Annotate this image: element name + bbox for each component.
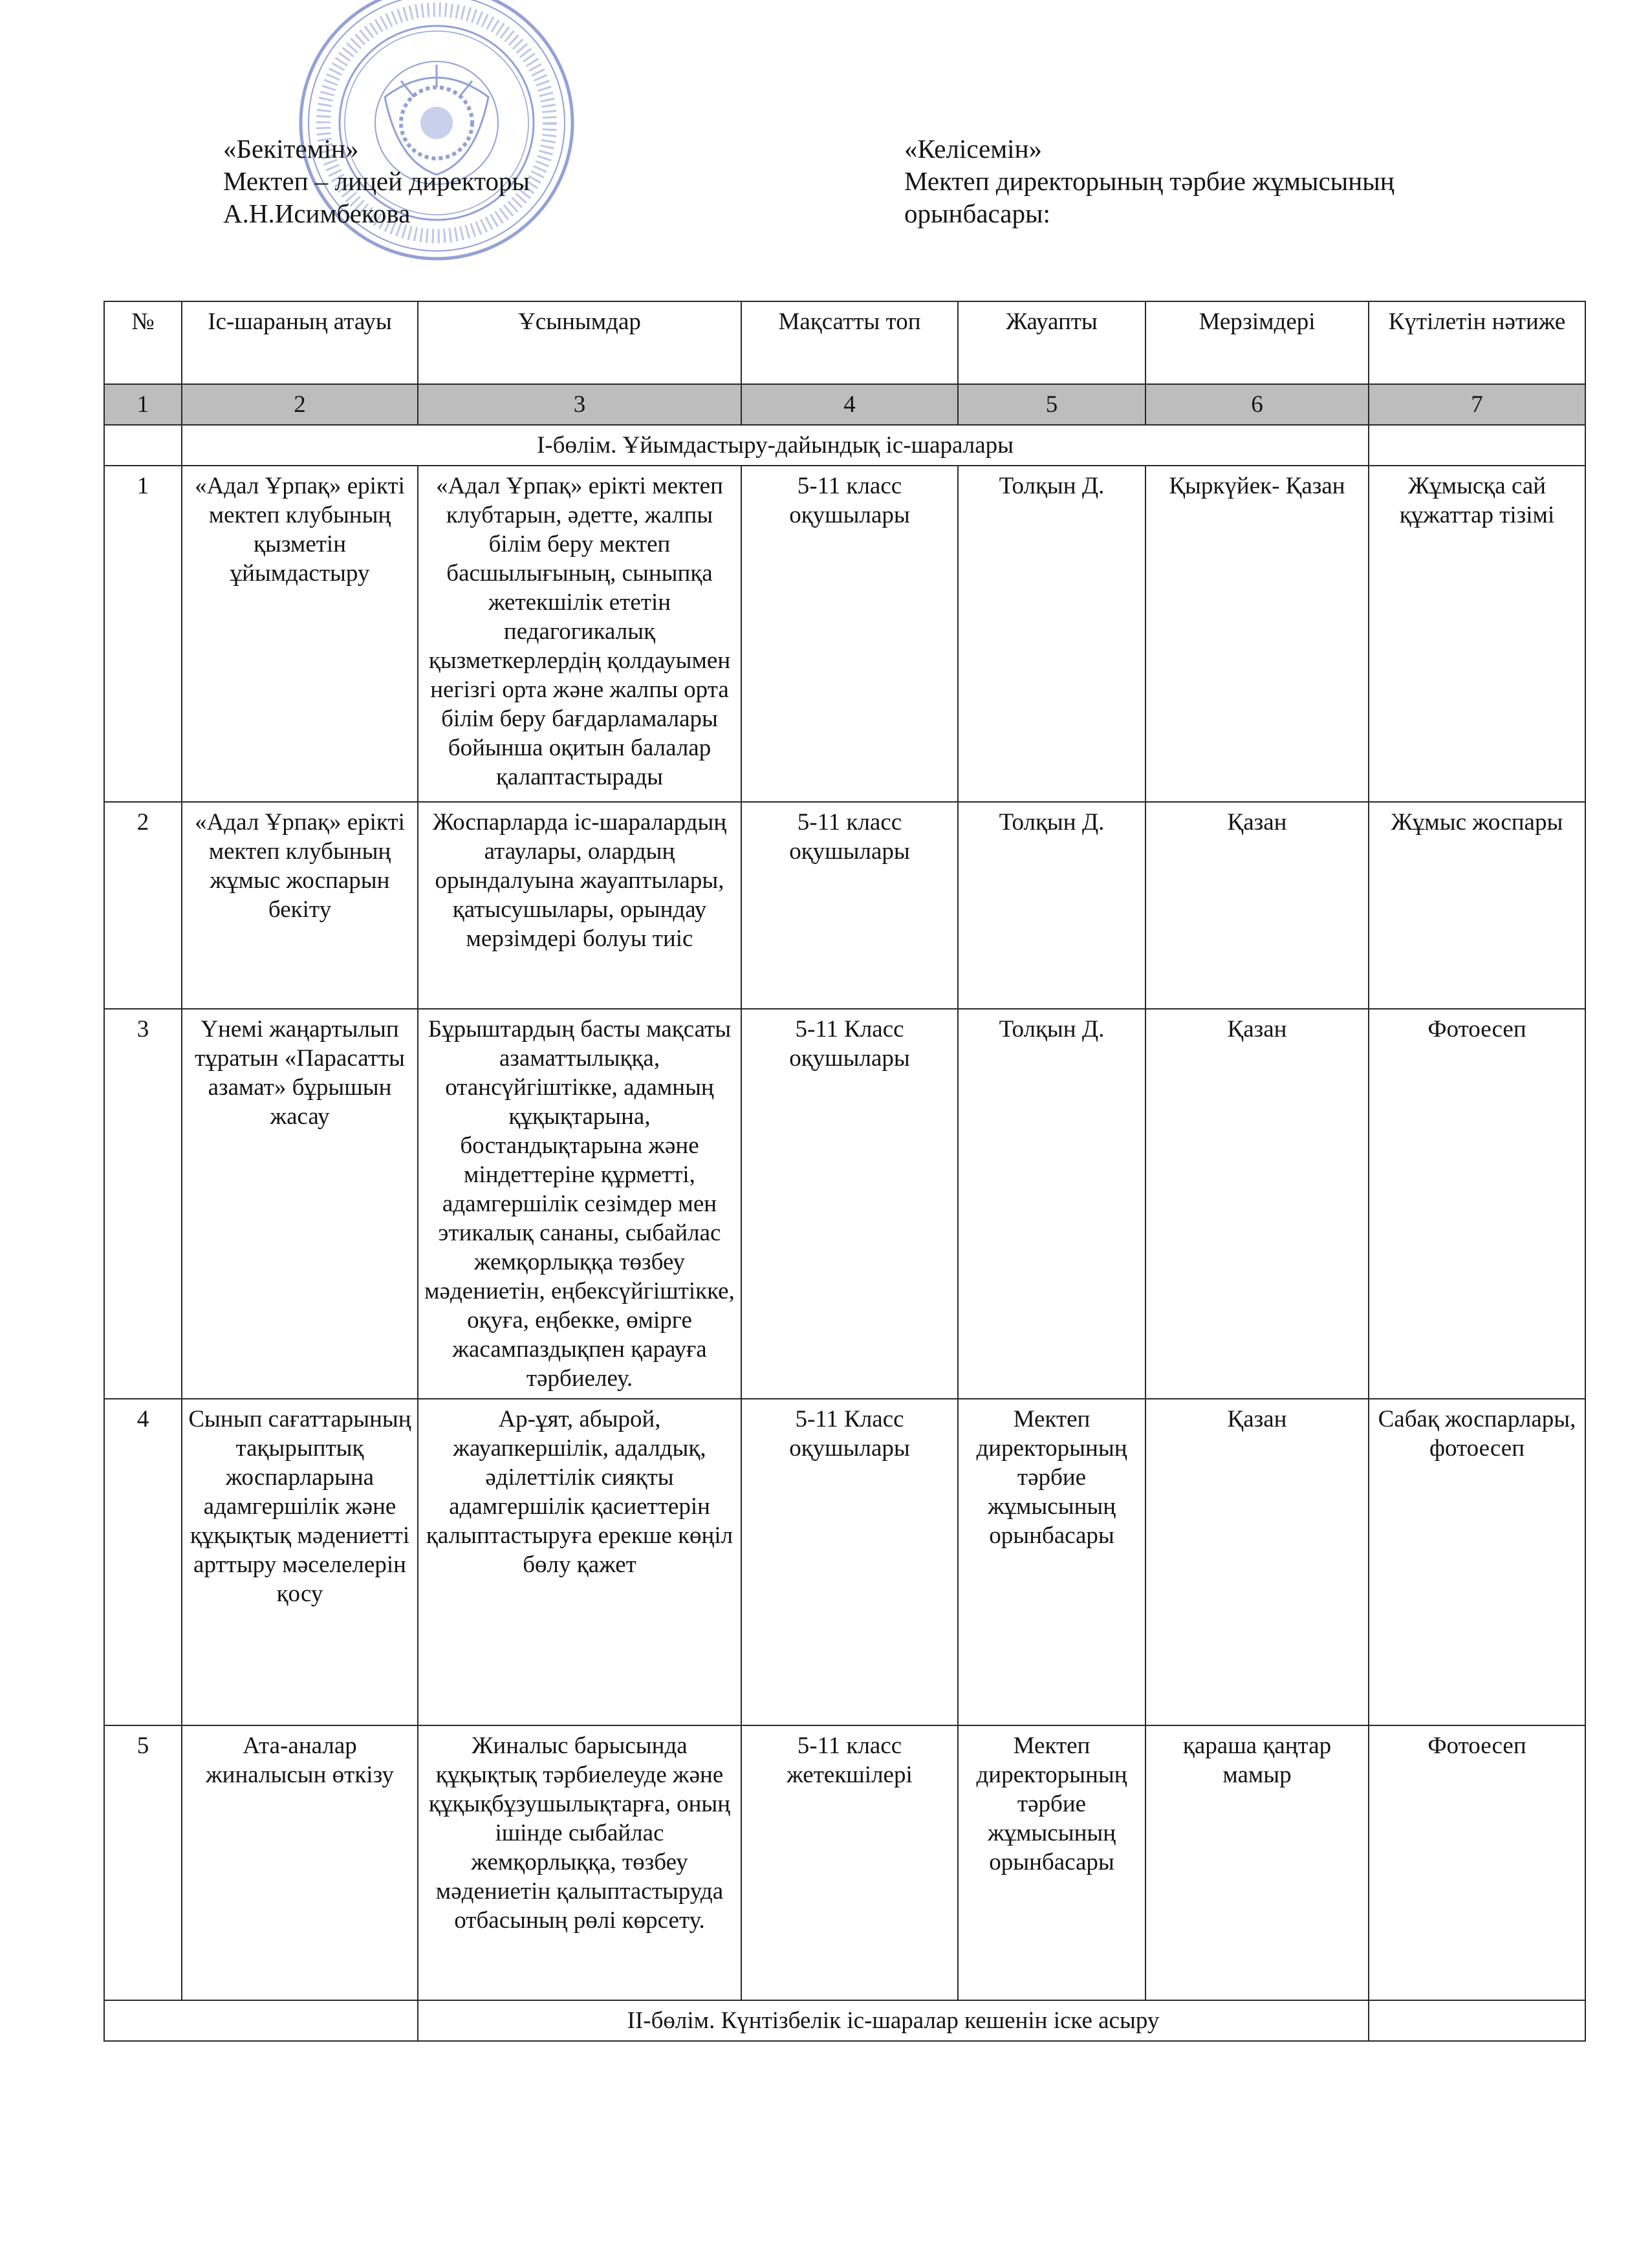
target-group: 5-11 класс жетекшілері — [741, 1725, 958, 2000]
column-number: 2 — [182, 384, 418, 425]
expected-result: Фотоесеп — [1369, 1009, 1585, 1399]
row-number: 3 — [104, 1009, 182, 1399]
approval-left-name: А.Н.Исимбекова — [223, 199, 411, 228]
row-number: 2 — [104, 802, 182, 1009]
responsible: Толқын Д. — [958, 802, 1145, 1009]
column-number: 7 — [1369, 384, 1585, 425]
section-spacer — [1369, 425, 1585, 466]
approval-right-position-line1: Мектеп директорының тәрбие жұмысының — [904, 166, 1395, 196]
header-dates: Мерзімдері — [1145, 301, 1369, 384]
column-number: 1 — [104, 384, 182, 425]
expected-result: Жұмыс жоспары — [1369, 802, 1585, 1009]
responsible: Мектеп директорының тәрбие жұмысының орынбасары — [958, 1399, 1145, 1725]
table-row — [104, 1725, 1585, 2000]
target-group: 5-11 Класс оқушылары — [741, 1399, 958, 1725]
column-number: 5 — [958, 384, 1145, 425]
recommendations: Ар-ұят, абырой, жауапкершілік, адалдық, әділеттілік сияқты адамгершілік қасиеттерін қалыптастыруға ерекше көңіл бөлу қажет — [418, 1399, 741, 1725]
header-target-group: Мақсатты топ — [741, 301, 958, 384]
action-plan-table — [103, 301, 1586, 2042]
responsible: Мектеп директорының тәрбие жұмысының орынбасары — [958, 1725, 1145, 2000]
event-name: Ата-аналар жиналысын өткізу — [182, 1725, 418, 2000]
expected-result: Фотоесеп — [1369, 1725, 1585, 2000]
table-row — [104, 466, 1585, 802]
approval-block-right — [904, 133, 1395, 230]
dates: Қазан — [1145, 1399, 1369, 1725]
table-row — [104, 1399, 1585, 1725]
header-recommendations: Ұсынымдар — [418, 301, 741, 384]
approval-right-title: «Келісемін» — [904, 134, 1043, 164]
dates: Қазан — [1145, 802, 1369, 1009]
recommendations: Бұрыштардың басты мақсаты азаматтылыққа, отансүйгіштікке, адамның құқықтарына, бостандықтарына және міндеттеріне құрметті, адамгершілік сезімдер мен этикалық сананы, сыбайлас жемқорлыққа төзбеу мәдениетін, еңбексүйгіштікке, оқуға, еңбекке, өмірге жасампаздықпен қарауға тәрбиелеу. — [418, 1009, 741, 1399]
approval-left-position: Мектеп – лицей директоры — [223, 166, 530, 196]
event-name: «Адал Ұрпақ» ерікті мектеп клубының жұмыс жоспарын бекіту — [182, 802, 418, 1009]
event-name: Үнемі жаңартылып тұратын «Парасатты азамат» бұрышын жасау — [182, 1009, 418, 1399]
dates: қараша қаңтар мамыр — [1145, 1725, 1369, 2000]
recommendations: Жоспарларда іс-шаралардың атаулары, олардың орындалуына жауаптылары, қатысушылары, орындау мерзімдері болуы тиіс — [418, 802, 741, 1009]
section-2-row — [104, 2000, 1585, 2041]
target-group: 5-11 класс оқушылары — [741, 802, 958, 1009]
section-1-row — [104, 425, 1585, 466]
section-2-title: ІІ-бөлім. Күнтізбелік іс-шаралар кешенін іске асыру — [418, 2000, 1369, 2041]
expected-result: Сабақ жоспарлары, фотоесеп — [1369, 1399, 1585, 1725]
row-number: 4 — [104, 1399, 182, 1725]
approval-right-position-line2: орынбасары: — [904, 199, 1050, 228]
column-number: 4 — [741, 384, 958, 425]
header-responsible: Жауапты — [958, 301, 1145, 384]
expected-result: Жұмысқа сай құжаттар тізімі — [1369, 466, 1585, 802]
recommendations: «Адал Ұрпақ» ерікті мектеп клубтарын, әдетте, жалпы білім беру мектеп басшылығының, сыныпқа жетекшілік ететін педагогикалық қызметкерлердің қолдауымен негізгі орта және жалпы орта білім беру бағдарламалары бойынша оқитын балалар қалаптастырады — [418, 466, 741, 802]
dates: Қыркүйек- Қазан — [1145, 466, 1369, 802]
table-row — [104, 1009, 1585, 1399]
target-group: 5-11 класс оқушылары — [741, 466, 958, 802]
section-spacer — [104, 425, 182, 466]
column-number-row — [104, 384, 1585, 425]
column-number: 6 — [1145, 384, 1369, 425]
table-row — [104, 802, 1585, 1009]
recommendations: Жиналыс барысында құқықтық тәрбиелеуде және құқықбұзушылықтарға, оның ішінде сыбайлас жемқорлыққа, төзбеу мәдениетін қалыптастыруда отбасының рөлі көрсету. — [418, 1725, 741, 2000]
column-number: 3 — [418, 384, 741, 425]
responsible: Толқын Д. — [958, 1009, 1145, 1399]
responsible: Толқын Д. — [958, 466, 1145, 802]
header-event-name: Іс-шараның атауы — [182, 301, 418, 384]
section-1-title: І-бөлім. Ұйымдастыру-дайындық іс-шаралары — [182, 425, 1369, 466]
target-group: 5-11 Класс оқушылары — [741, 1009, 958, 1399]
event-name: Сынып сағаттарының тақырыптық жоспарларына адамгершілік және құқықтық мәдениетті арттыру мәселелерін қосу — [182, 1399, 418, 1725]
header-number: № — [104, 301, 182, 384]
dates: Қазан — [1145, 1009, 1369, 1399]
approval-left-title: «Бекітемін» — [223, 134, 359, 164]
section-spacer — [104, 2000, 418, 2041]
row-number: 5 — [104, 1725, 182, 2000]
section-spacer — [1369, 2000, 1585, 2041]
approval-block-left — [223, 133, 530, 230]
table-header-row — [104, 301, 1585, 384]
row-number: 1 — [104, 466, 182, 802]
header-expected-result: Күтілетін нәтиже — [1369, 301, 1585, 384]
event-name: «Адал Ұрпақ» ерікті мектеп клубының қызметін ұйымдастыру — [182, 466, 418, 802]
